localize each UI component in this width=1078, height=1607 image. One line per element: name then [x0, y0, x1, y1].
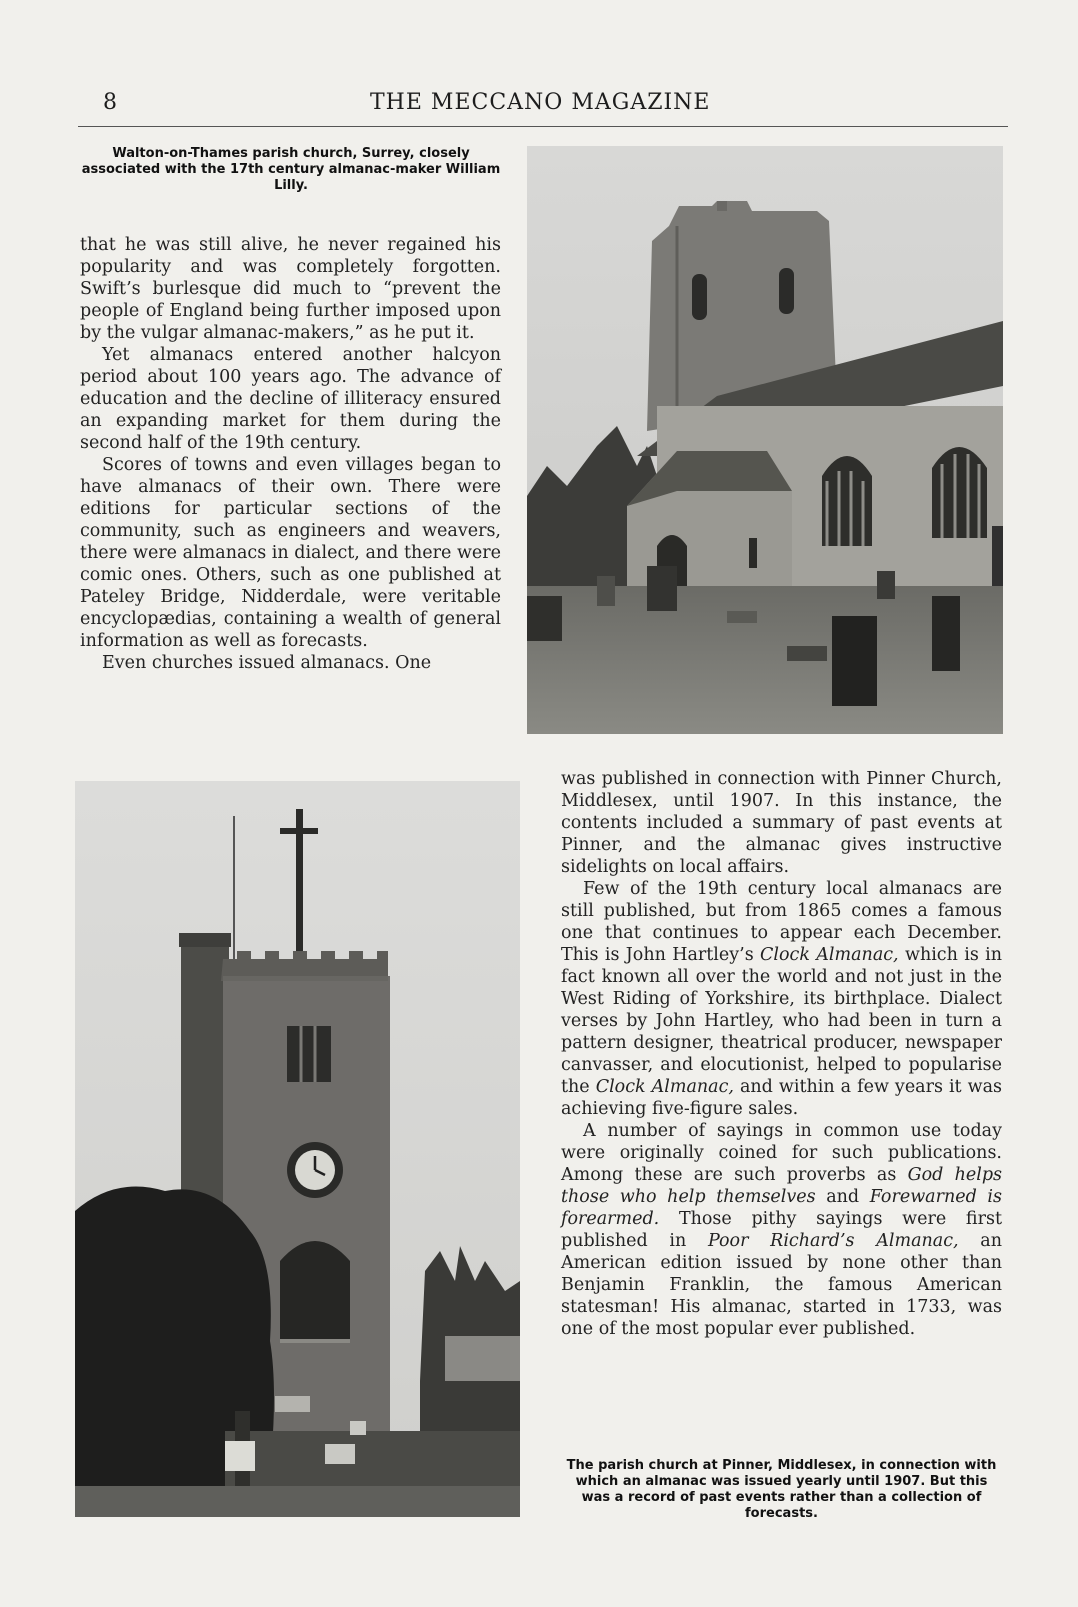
italic-title: Poor Richard’s Almanac, [707, 1231, 959, 1251]
text-run: and [815, 1187, 870, 1207]
text-run: Those pithy sayings were first published in [561, 1209, 1002, 1251]
walton-church-photo [527, 146, 1003, 734]
italic-title: Clock Almanac, [760, 945, 899, 965]
italic-proverb: Forewarned is forearmed. [561, 1187, 1002, 1229]
left-paragraph-2: Yet almanacs entered another halcyon period about 100 years ago. The advance of education and the decline of illiteracy ensured an expanding market for them during the second half of the 19th century. [80, 345, 501, 453]
page-header [78, 86, 1008, 127]
page-number: 8 [103, 90, 117, 115]
text-run: and within a few years it was achieving five-figure sales. [561, 1077, 1003, 1119]
right-paragraph-3 [561, 1120, 1002, 1340]
left-paragraph-4: Even churches issued almanacs. One [102, 653, 432, 673]
magazine-title: THE MECCANO MAGAZINE [370, 90, 711, 115]
text-run: an American edition issued by none other than Benjamin Franklin, the famous American statesman! His almanac, started in 1733, was one of the most popular ever published. [561, 1231, 1002, 1339]
italic-proverb: God helps those who help themselves [561, 1165, 1002, 1207]
left-column-text [80, 234, 501, 674]
pinner-church-photo [75, 781, 520, 1517]
left-paragraph-3: Scores of towns and even villages began to have almanacs of their own. There were editions for particular sections of the community, such as engineers and weavers, there were almanacs in dialect, and there were comic ones. Others, such as one published at Pateley Bridge, Nidderdale, were veritable encyclopædias, containing a wealth of general information as well as forecasts. [80, 455, 501, 651]
right-paragraph-1: was published in connection with Pinner Church, Middlesex, until 1907. In this instance, the contents included a summary of past events at Pinner, and the almanac gives instructive sidelights on local affairs. [561, 769, 1002, 877]
right-column-text [561, 768, 1002, 1340]
walton-caption: Walton-on-Thames parish church, Surrey, closely associated with the 17th century almanac-maker William Lilly. [81, 146, 501, 193]
pinner-caption: The parish church at Pinner, Middlesex, in connection with which an almanac was issued yearly until 1907. But this was a record of past events rather than a collection of forecasts. [566, 1458, 997, 1521]
text-run: A number of sayings in common use today were originally coined for such publications. Among these are such proverbs as [561, 1121, 1002, 1185]
text-run: which is in fact known all over the world and not just in the West Riding of Yorkshire, its birthplace. Dialect verses by John Hartley, who had been in turn a pattern designer, theatrical producer, newspaper canvasser, and elocutionist, helped to popularise the [561, 945, 1002, 1097]
italic-title: Clock Almanac, [595, 1077, 734, 1097]
left-paragraph-1: that he was still alive, he never regained his popularity and was completely forgotten. Swift’s burlesque did much to “prevent the people of England being further imposed upon by the vulgar almanac-makers,” as he put it. [80, 235, 501, 343]
right-paragraph-2 [561, 878, 1002, 1120]
text-run: Few of the 19th century local almanacs are still published, but from 1865 comes a famous one that continues to appear each December. This is John Hartley’s [561, 879, 1002, 965]
